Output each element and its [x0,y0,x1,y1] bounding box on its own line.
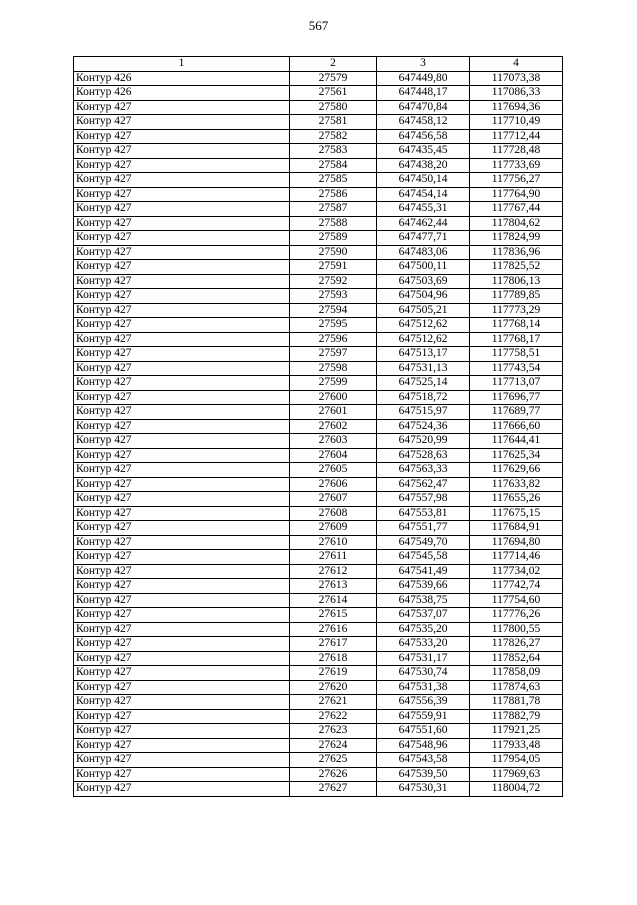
y-coordinate-cell: 117758,51 [470,347,563,362]
x-coordinate-cell: 647559,91 [377,709,470,724]
table-row [74,216,563,231]
contour-name-cell: Контур 427 [74,289,290,304]
contour-name-cell: Контур 426 [74,86,290,101]
y-coordinate-cell: 117768,14 [470,318,563,333]
table-row [74,303,563,318]
table-row [74,173,563,188]
x-coordinate-cell: 647438,20 [377,158,470,173]
y-coordinate-cell: 117806,13 [470,274,563,289]
y-coordinate-cell: 117086,33 [470,86,563,101]
y-coordinate-cell: 117689,77 [470,405,563,420]
x-coordinate-cell: 647556,39 [377,695,470,710]
y-coordinate-cell: 117684,91 [470,521,563,536]
point-number-cell: 27589 [290,231,377,246]
x-coordinate-cell: 647530,31 [377,782,470,797]
contour-name-cell: Контур 427 [74,550,290,565]
point-number-cell: 27582 [290,129,377,144]
contour-name-cell: Контур 427 [74,492,290,507]
x-coordinate-cell: 647531,13 [377,361,470,376]
x-coordinate-cell: 647524,36 [377,419,470,434]
contour-name-cell: Контур 427 [74,347,290,362]
y-coordinate-cell: 117858,09 [470,666,563,681]
table-row [74,245,563,260]
point-number-cell: 27594 [290,303,377,318]
point-number-cell: 27612 [290,564,377,579]
contour-name-cell: Контур 427 [74,767,290,782]
x-coordinate-cell: 647539,50 [377,767,470,782]
y-coordinate-cell: 117773,29 [470,303,563,318]
x-coordinate-cell: 647483,06 [377,245,470,260]
x-coordinate-cell: 647518,72 [377,390,470,405]
x-coordinate-cell: 647470,84 [377,100,470,115]
point-number-cell: 27561 [290,86,377,101]
column-header: 3 [377,57,470,72]
y-coordinate-cell: 117712,44 [470,129,563,144]
table-row [74,100,563,115]
x-coordinate-cell: 647562,47 [377,477,470,492]
contour-name-cell: Контур 426 [74,71,290,86]
point-number-cell: 27624 [290,738,377,753]
point-number-cell: 27597 [290,347,377,362]
contour-name-cell: Контур 427 [74,100,290,115]
point-number-cell: 27615 [290,608,377,623]
y-coordinate-cell: 117694,36 [470,100,563,115]
x-coordinate-cell: 647448,17 [377,86,470,101]
table-row [74,651,563,666]
point-number-cell: 27613 [290,579,377,594]
y-coordinate-cell: 117629,66 [470,463,563,478]
x-coordinate-cell: 647553,81 [377,506,470,521]
contour-name-cell: Контур 427 [74,144,290,159]
table-row [74,477,563,492]
y-coordinate-cell: 117644,41 [470,434,563,449]
table-header [74,57,563,72]
y-coordinate-cell: 117756,27 [470,173,563,188]
point-number-cell: 27587 [290,202,377,217]
y-coordinate-cell: 117874,63 [470,680,563,695]
table-row [74,521,563,536]
table-row [74,463,563,478]
x-coordinate-cell: 647500,11 [377,260,470,275]
contour-name-cell: Контур 427 [74,637,290,652]
contour-name-cell: Контур 427 [74,231,290,246]
column-header: 2 [290,57,377,72]
y-coordinate-cell: 117804,62 [470,216,563,231]
y-coordinate-cell: 117710,49 [470,115,563,130]
table-row [74,535,563,550]
point-number-cell: 27595 [290,318,377,333]
point-number-cell: 27625 [290,753,377,768]
point-number-cell: 27604 [290,448,377,463]
contour-name-cell: Контур 427 [74,463,290,478]
contour-name-cell: Контур 427 [74,274,290,289]
point-number-cell: 27579 [290,71,377,86]
table-row [74,231,563,246]
point-number-cell: 27591 [290,260,377,275]
y-coordinate-cell: 117882,79 [470,709,563,724]
y-coordinate-cell: 117969,63 [470,767,563,782]
point-number-cell: 27588 [290,216,377,231]
y-coordinate-cell: 118004,72 [470,782,563,797]
contour-name-cell: Контур 427 [74,361,290,376]
contour-name-cell: Контур 427 [74,506,290,521]
point-number-cell: 27611 [290,550,377,565]
table-row [74,332,563,347]
table-row [74,680,563,695]
contour-name-cell: Контур 427 [74,593,290,608]
x-coordinate-cell: 647462,44 [377,216,470,231]
x-coordinate-cell: 647454,14 [377,187,470,202]
contour-name-cell: Контур 427 [74,477,290,492]
table-body [74,71,563,796]
contour-name-cell: Контур 427 [74,245,290,260]
point-number-cell: 27598 [290,361,377,376]
point-number-cell: 27626 [290,767,377,782]
table-row [74,782,563,797]
x-coordinate-cell: 647549,70 [377,535,470,550]
x-coordinate-cell: 647435,45 [377,144,470,159]
point-number-cell: 27621 [290,695,377,710]
x-coordinate-cell: 647513,17 [377,347,470,362]
table-row [74,709,563,724]
point-number-cell: 27583 [290,144,377,159]
point-number-cell: 27592 [290,274,377,289]
table-row [74,274,563,289]
contour-name-cell: Контур 427 [74,419,290,434]
x-coordinate-cell: 647455,31 [377,202,470,217]
x-coordinate-cell: 647531,38 [377,680,470,695]
table-row [74,695,563,710]
y-coordinate-cell: 117768,17 [470,332,563,347]
x-coordinate-cell: 647530,74 [377,666,470,681]
contour-name-cell: Контур 427 [74,738,290,753]
point-number-cell: 27619 [290,666,377,681]
contour-name-cell: Контур 427 [74,390,290,405]
y-coordinate-cell: 117675,15 [470,506,563,521]
table-row [74,129,563,144]
point-number-cell: 27617 [290,637,377,652]
y-coordinate-cell: 117696,77 [470,390,563,405]
point-number-cell: 27580 [290,100,377,115]
x-coordinate-cell: 647456,58 [377,129,470,144]
point-number-cell: 27608 [290,506,377,521]
table-row [74,347,563,362]
point-number-cell: 27620 [290,680,377,695]
x-coordinate-cell: 647528,63 [377,448,470,463]
y-coordinate-cell: 117776,26 [470,608,563,623]
contour-name-cell: Контур 427 [74,303,290,318]
y-coordinate-cell: 117933,48 [470,738,563,753]
y-coordinate-cell: 117767,44 [470,202,563,217]
contour-name-cell: Контур 427 [74,173,290,188]
contour-name-cell: Контур 427 [74,753,290,768]
point-number-cell: 27581 [290,115,377,130]
table-row [74,724,563,739]
x-coordinate-cell: 647551,60 [377,724,470,739]
contour-name-cell: Контур 427 [74,158,290,173]
y-coordinate-cell: 117836,96 [470,245,563,260]
point-number-cell: 27623 [290,724,377,739]
y-coordinate-cell: 117852,64 [470,651,563,666]
point-number-cell: 27622 [290,709,377,724]
x-coordinate-cell: 647449,80 [377,71,470,86]
contour-name-cell: Контур 427 [74,187,290,202]
contour-name-cell: Контур 427 [74,260,290,275]
point-number-cell: 27586 [290,187,377,202]
table-row [74,390,563,405]
y-coordinate-cell: 117754,60 [470,593,563,608]
y-coordinate-cell: 117826,27 [470,637,563,652]
contour-name-cell: Контур 427 [74,724,290,739]
table-row [74,202,563,217]
x-coordinate-cell: 647551,77 [377,521,470,536]
table-row [74,564,563,579]
table-row [74,448,563,463]
point-number-cell: 27603 [290,434,377,449]
point-number-cell: 27616 [290,622,377,637]
point-number-cell: 27601 [290,405,377,420]
point-number-cell: 27614 [290,593,377,608]
table-row [74,753,563,768]
point-number-cell: 27605 [290,463,377,478]
point-number-cell: 27596 [290,332,377,347]
x-coordinate-cell: 647515,97 [377,405,470,420]
contour-name-cell: Контур 427 [74,332,290,347]
y-coordinate-cell: 117625,34 [470,448,563,463]
column-header: 1 [74,57,290,72]
y-coordinate-cell: 117881,78 [470,695,563,710]
table-row [74,506,563,521]
table-row [74,492,563,507]
x-coordinate-cell: 647545,58 [377,550,470,565]
x-coordinate-cell: 647539,66 [377,579,470,594]
x-coordinate-cell: 647557,98 [377,492,470,507]
table-row [74,666,563,681]
point-number-cell: 27600 [290,390,377,405]
contour-name-cell: Контур 427 [74,695,290,710]
page-number: 567 [308,18,329,33]
y-coordinate-cell: 117713,07 [470,376,563,391]
table-row [74,405,563,420]
point-number-cell: 27609 [290,521,377,536]
x-coordinate-cell: 647458,12 [377,115,470,130]
contour-name-cell: Контур 427 [74,202,290,217]
point-number-cell: 27607 [290,492,377,507]
x-coordinate-cell: 647563,33 [377,463,470,478]
point-number-cell: 27610 [290,535,377,550]
x-coordinate-cell: 647512,62 [377,332,470,347]
x-coordinate-cell: 647512,62 [377,318,470,333]
point-number-cell: 27593 [290,289,377,304]
contour-name-cell: Контур 427 [74,579,290,594]
contour-name-cell: Контур 427 [74,115,290,130]
x-coordinate-cell: 647538,75 [377,593,470,608]
contour-name-cell: Контур 427 [74,622,290,637]
contour-name-cell: Контур 427 [74,318,290,333]
y-coordinate-cell: 117733,69 [470,158,563,173]
table-row [74,622,563,637]
header-row [74,57,563,72]
table-row [74,289,563,304]
table-row [74,767,563,782]
point-number-cell: 27585 [290,173,377,188]
table-row [74,434,563,449]
y-coordinate-cell: 117073,38 [470,71,563,86]
y-coordinate-cell: 117825,52 [470,260,563,275]
y-coordinate-cell: 117742,74 [470,579,563,594]
x-coordinate-cell: 647531,17 [377,651,470,666]
contour-name-cell: Контур 427 [74,666,290,681]
point-number-cell: 27590 [290,245,377,260]
contour-name-cell: Контур 427 [74,448,290,463]
x-coordinate-cell: 647548,96 [377,738,470,753]
contour-name-cell: Контур 427 [74,521,290,536]
y-coordinate-cell: 117824,99 [470,231,563,246]
table-row [74,738,563,753]
y-coordinate-cell: 117714,46 [470,550,563,565]
contour-name-cell: Контур 427 [74,376,290,391]
table-row [74,593,563,608]
y-coordinate-cell: 117694,80 [470,535,563,550]
contour-name-cell: Контур 427 [74,608,290,623]
contour-name-cell: Контур 427 [74,535,290,550]
x-coordinate-cell: 647543,58 [377,753,470,768]
point-number-cell: 27599 [290,376,377,391]
y-coordinate-cell: 117789,85 [470,289,563,304]
x-coordinate-cell: 647505,21 [377,303,470,318]
contour-name-cell: Контур 427 [74,651,290,666]
table-row [74,260,563,275]
table-row [74,115,563,130]
contour-name-cell: Контур 427 [74,434,290,449]
table-row [74,550,563,565]
contour-name-cell: Контур 427 [74,680,290,695]
table-row [74,608,563,623]
y-coordinate-cell: 117728,48 [470,144,563,159]
table-row [74,419,563,434]
table-row [74,86,563,101]
x-coordinate-cell: 647477,71 [377,231,470,246]
table-row [74,376,563,391]
point-number-cell: 27584 [290,158,377,173]
table-row [74,71,563,86]
table-row [74,158,563,173]
contour-name-cell: Контур 427 [74,709,290,724]
x-coordinate-cell: 647535,20 [377,622,470,637]
contour-name-cell: Контур 427 [74,564,290,579]
x-coordinate-cell: 647533,20 [377,637,470,652]
coordinates-table [73,56,563,797]
contour-name-cell: Контур 427 [74,129,290,144]
x-coordinate-cell: 647450,14 [377,173,470,188]
table-row [74,637,563,652]
table-row [74,187,563,202]
y-coordinate-cell: 117666,60 [470,419,563,434]
column-header: 4 [470,57,563,72]
table-row [74,144,563,159]
table-row [74,579,563,594]
table-row [74,318,563,333]
x-coordinate-cell: 647537,07 [377,608,470,623]
table-row [74,361,563,376]
contour-name-cell: Контур 427 [74,216,290,231]
x-coordinate-cell: 647503,69 [377,274,470,289]
y-coordinate-cell: 117764,90 [470,187,563,202]
point-number-cell: 27602 [290,419,377,434]
y-coordinate-cell: 117743,54 [470,361,563,376]
y-coordinate-cell: 117800,55 [470,622,563,637]
point-number-cell: 27618 [290,651,377,666]
x-coordinate-cell: 647520,99 [377,434,470,449]
x-coordinate-cell: 647541,49 [377,564,470,579]
x-coordinate-cell: 647525,14 [377,376,470,391]
y-coordinate-cell: 117954,05 [470,753,563,768]
contour-name-cell: Контур 427 [74,782,290,797]
point-number-cell: 27627 [290,782,377,797]
y-coordinate-cell: 117633,82 [470,477,563,492]
y-coordinate-cell: 117734,02 [470,564,563,579]
x-coordinate-cell: 647504,96 [377,289,470,304]
contour-name-cell: Контур 427 [74,405,290,420]
y-coordinate-cell: 117921,25 [470,724,563,739]
point-number-cell: 27606 [290,477,377,492]
y-coordinate-cell: 117655,26 [470,492,563,507]
